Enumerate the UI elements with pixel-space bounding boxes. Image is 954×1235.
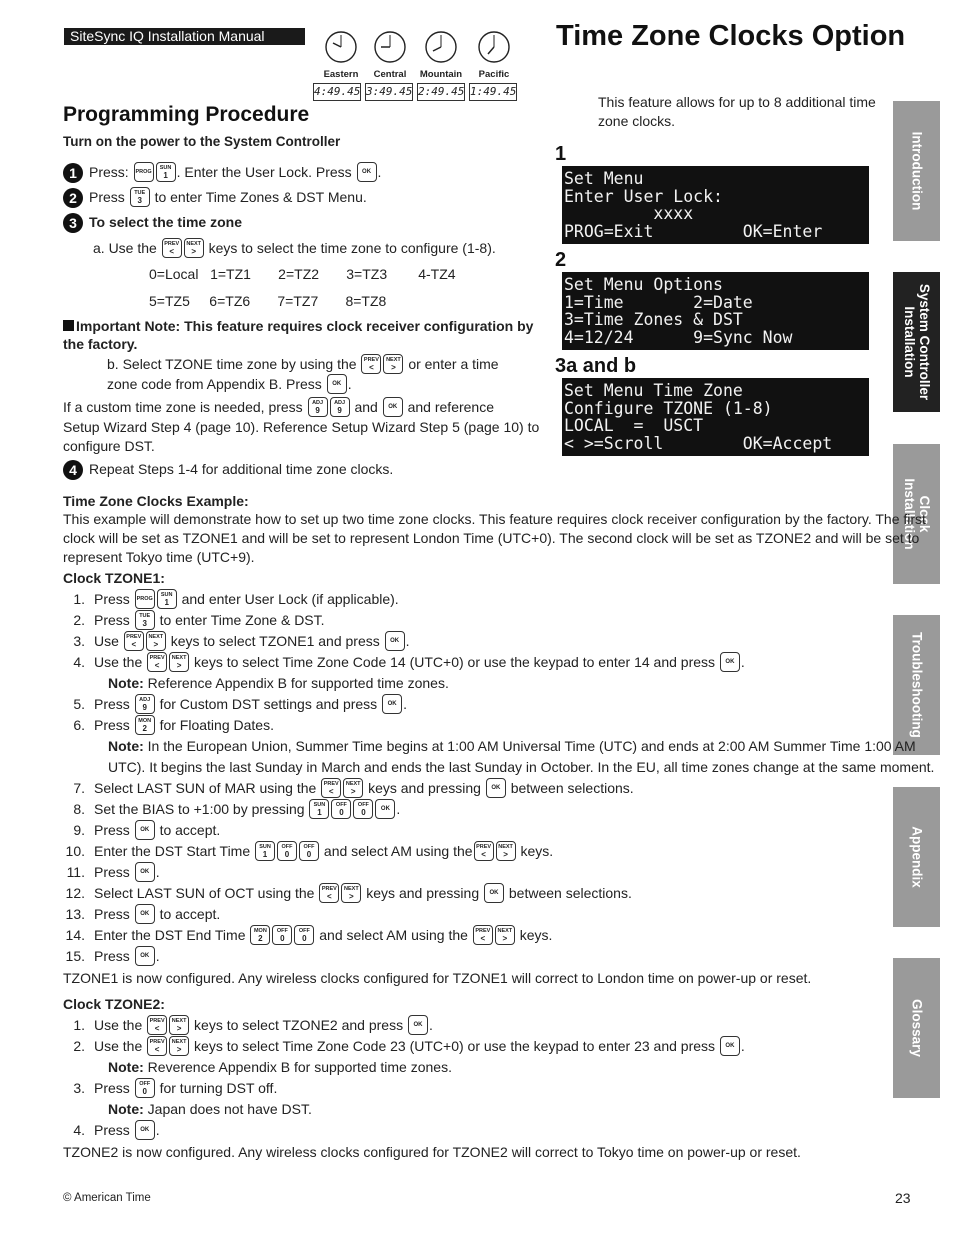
step-number-2: 2 (63, 188, 83, 208)
key-next: NEXT > (169, 652, 189, 672)
tab-introduction[interactable]: Introduction (893, 101, 940, 241)
key-next: NEXT > (169, 1015, 189, 1035)
clock-central (365, 30, 415, 80)
key-prev: PREV < (147, 652, 167, 672)
t1-step-4: 4. Use the PREV < NEXT > keys to select Time Zone Code 14 (UTC+0) or use the keypad to enter 14 and press OK . (73, 654, 745, 671)
key-prev: PREV < (147, 1015, 167, 1035)
tzone1-title: Clock TZONE1: (63, 570, 165, 586)
clock-pacific (469, 30, 519, 80)
page-title: Time Zone Clocks Option (556, 20, 906, 52)
t1-step-6: 6. Press MON 2 for Floating Dates. (73, 717, 274, 734)
digital-time: 3:49.45 (365, 83, 413, 101)
key-sun-1: SUN 1 (309, 799, 329, 819)
key-next: NEXT > (343, 778, 363, 798)
tab-glossary[interactable]: Glossary (893, 958, 940, 1098)
step-3b-cont: zone code from Appendix B. Press OK . (107, 375, 352, 395)
step-3a: a. Use the PREV < NEXT > keys to select the time zone to configure (1-8). (93, 240, 496, 257)
tab-system-controller[interactable]: System Controller Installation (893, 272, 940, 412)
t1-step-7: 7. Select LAST SUN of MAR using the PREV < NEXT > keys and pressing OK between selections. (73, 780, 634, 797)
key-ok: OK (135, 820, 155, 840)
t2-step-4: 4. Press OK . (63, 1121, 160, 1141)
key-prog: PROG (135, 589, 155, 609)
tzone2-title: Clock TZONE2: (63, 996, 165, 1012)
key-prev: PREV < (474, 841, 494, 861)
key-prev: PREV < (361, 354, 381, 374)
key-prev: PREV < (162, 238, 182, 258)
clock-label: Mountain (419, 69, 463, 80)
key-prog: PROG (134, 162, 154, 182)
t1-step-13: 13. Press OK to accept. (63, 905, 220, 925)
step-2: 2 Press TUE 3 to enter Time Zones & DST Menu. (63, 188, 367, 208)
time-zone-clocks (313, 30, 519, 102)
clock-label: Central (373, 69, 407, 80)
key-ok: OK (408, 1015, 428, 1035)
step-number-4: 4 (63, 460, 83, 480)
step-1: 1 Press: PROG SUN 1 . Enter the User Lock. Press OK . (63, 163, 381, 183)
key-off-0: OFF 0 (277, 841, 297, 861)
step-4: 4 Repeat Steps 1-4 for additional time zone clocks. (63, 460, 393, 480)
lcd-screen-3: Set Menu Time Zone Configure TZONE (1-8) LOCAL = USCT < >=Scroll OK=Accept (562, 378, 869, 456)
lcd-label: 2 (555, 249, 567, 271)
key-off-0: OFF 0 (331, 799, 351, 819)
example-title: Time Zone Clocks Example: (63, 493, 249, 509)
key-ok: OK (383, 397, 403, 417)
key-ok: OK (375, 799, 395, 819)
important-note-2: the factory. (63, 336, 138, 352)
copyright: © American Time (63, 1192, 151, 1204)
lcd-screen-2: Set Menu Options 1=Time 2=Date 3=Time Zones & DST 4=12/24 9=Sync Now (562, 272, 869, 350)
key-next: NEXT > (146, 631, 166, 651)
example-text-1: This example will demonstrate how to set up two time zone clocks. This feature requires clock receiver configuration by the factory. The first (63, 511, 926, 527)
key-adj-9: ADJ 9 (330, 397, 350, 417)
key-ok: OK (327, 374, 347, 394)
key-prev: PREV < (321, 778, 341, 798)
clock-eastern (316, 30, 366, 80)
t1-step-10: 10. Enter the DST Start Time SUN 1 OFF 0 OFF 0 and select AM using the PREV < NEXT > keys. (65, 843, 554, 860)
t2-note-3: Note: Japan does not have DST. (108, 1101, 312, 1117)
key-prev: PREV < (319, 883, 339, 903)
tab-troubleshooting[interactable]: Troubleshooting (893, 615, 940, 755)
digital-time: 2:49.45 (417, 83, 465, 101)
key-off-0: OFF 0 (294, 925, 314, 945)
tab-appendix[interactable]: Appendix (893, 787, 940, 927)
step-3: 3 To select the time zone (63, 213, 242, 233)
page-number: 23 (895, 1190, 911, 1206)
key-sun-1: SUN 1 (255, 841, 275, 861)
tab-clock-installation[interactable]: Clock Installation (893, 444, 940, 584)
key-tue-3: TUE 3 (130, 187, 150, 207)
key-off-0: OFF 0 (272, 925, 292, 945)
key-ok: OK (135, 1120, 155, 1140)
important-note: Important Note: This feature requires clock receiver configuration by (63, 317, 533, 336)
t1-note-6b: UTC). It begins the last Sunday in March and ends the last Sunday in October. In the EU, all time zones change at the same moment. (108, 759, 935, 775)
key-ok: OK (357, 162, 377, 182)
t1-step-11: 11. Press OK . (63, 863, 160, 883)
key-ok: OK (135, 946, 155, 966)
square-bullet-icon (63, 320, 74, 331)
key-next: NEXT > (184, 238, 204, 258)
key-adj-9: ADJ 9 (308, 397, 328, 417)
step-number-3: 3 (63, 213, 83, 233)
key-next: NEXT > (496, 841, 516, 861)
key-adj-9: ADJ 9 (135, 694, 155, 714)
key-ok: OK (484, 883, 504, 903)
key-prev: PREV < (124, 631, 144, 651)
key-mon-2: MON 2 (250, 925, 270, 945)
t1-step-3: 3. Use PREV < NEXT > keys to select TZONE1 and press OK . (73, 633, 410, 650)
zones-row-1: 0=Local 1=TZ1 2=TZ2 3=TZ3 4-TZ4 (149, 266, 456, 282)
lcd-label: 3a and b (555, 355, 637, 377)
clock-label: Pacific (478, 69, 510, 80)
clock-label: Eastern (323, 69, 359, 80)
t1-step-5: 5. Press ADJ 9 for Custom DST settings and press OK . (73, 696, 407, 713)
custom-tz-text: If a custom time zone is needed, press ADJ 9 ADJ 9 and OK and reference (63, 399, 495, 416)
t1-step-14: 14. Enter the DST End Time MON 2 OFF 0 OFF 0 and select AM using the PREV < NEXT > keys. (65, 927, 553, 944)
example-text-3: represent Tokyo time (UTC+9). (63, 549, 255, 565)
t1-note-4: Note: Reference Appendix B for supported time zones. (108, 675, 449, 691)
key-ok: OK (385, 631, 405, 651)
key-next: NEXT > (341, 883, 361, 903)
lcd-screen-1: Set Menu Enter User Lock: xxxx PROG=Exit OK=Enter (562, 166, 869, 244)
key-off-0: OFF 0 (135, 1078, 155, 1098)
key-ok: OK (382, 694, 402, 714)
clock-mountain (416, 30, 466, 80)
t2-step-1: 1. Use the PREV < NEXT > keys to select TZONE2 and press OK . (73, 1017, 433, 1034)
step-number-1: 1 (63, 163, 83, 183)
tzone2-done: TZONE2 is now configured. Any wireless clocks configured for TZONE2 will correct to Tokyo time on power-up or reset. (63, 1144, 801, 1160)
step-3b: b. Select TZONE time zone by using the PREV < NEXT > or enter a time (107, 356, 499, 373)
key-sun-1: SUN 1 (157, 589, 177, 609)
example-text-2: clock will be set as TZONE1 and will be set to represent London Time (UTC+0). The second clock will be set as TZONE2 and will be set to (63, 530, 920, 546)
key-ok: OK (135, 904, 155, 924)
key-ok: OK (135, 862, 155, 882)
custom-tz-text-2: Setup Wizard Step 4 (page 10). Reference Setup Wizard Step 5 (page 10) to (63, 419, 540, 435)
key-next: NEXT > (383, 354, 403, 374)
key-next: NEXT > (495, 925, 515, 945)
key-ok: OK (720, 1036, 740, 1056)
t1-step-1: 1. Press PROG SUN 1 and enter User Lock (if applicable). (73, 591, 399, 608)
key-off-0: OFF 0 (353, 799, 373, 819)
key-off-0: OFF 0 (299, 841, 319, 861)
key-prev: PREV < (473, 925, 493, 945)
key-tue-3: TUE 3 (135, 610, 155, 630)
key-next: NEXT > (169, 1036, 189, 1056)
key-prev: PREV < (147, 1036, 167, 1056)
zones-row-2: 5=TZ5 6=TZ6 7=TZ7 8=TZ8 (149, 293, 387, 309)
digital-time: 1:49.45 (469, 83, 517, 101)
key-ok: OK (486, 778, 506, 798)
custom-tz-text-3: configure DST. (63, 438, 155, 454)
key-mon-2: MON 2 (135, 715, 155, 735)
intro-text: This feature allows for up to 8 additional time zone clocks. (598, 94, 876, 129)
t2-step-2: 2. Use the PREV < NEXT > keys to select Time Zone Code 23 (UTC+0) or use the keypad to enter 23 and press OK . (73, 1038, 745, 1055)
tzone1-done: TZONE1 is now configured. Any wireless clocks configured for TZONE1 will correct to London time on power-up or reset. (63, 970, 812, 986)
t1-step-9: 9. Press OK to accept. (63, 821, 220, 841)
key-sun-1: SUN 1 (156, 162, 176, 182)
t1-note-6: Note: In the European Union, Summer Time begins at 1:00 AM Universal Time (UTC) and ends at 2:00 AM Summer Time 1:00 AM (108, 738, 916, 754)
t1-step-2: 2. Press TUE 3 to enter Time Zone & DST. (73, 612, 325, 629)
t1-step-15: 15. Press OK . (63, 947, 160, 967)
digital-time: 4:49.45 (313, 83, 361, 101)
t1-step-8: 8. Set the BIAS to +1:00 by pressing SUN 1 OFF 0 OFF 0 OK . (73, 801, 401, 818)
key-ok: OK (720, 652, 740, 672)
section-subtitle: Turn on the power to the System Controller (63, 134, 341, 149)
manual-title: SiteSync IQ Installation Manual (64, 28, 305, 45)
t2-step-3: 3. Press OFF 0 for turning DST off. (73, 1080, 278, 1097)
lcd-label: 1 (555, 143, 567, 165)
section-title: Programming Procedure (63, 103, 310, 126)
t1-step-12: 12. Select LAST SUN of OCT using the PREV < NEXT > keys and pressing OK between selections. (65, 885, 632, 902)
t2-note-2: Note: Reverence Appendix B for supported time zones. (108, 1059, 452, 1075)
